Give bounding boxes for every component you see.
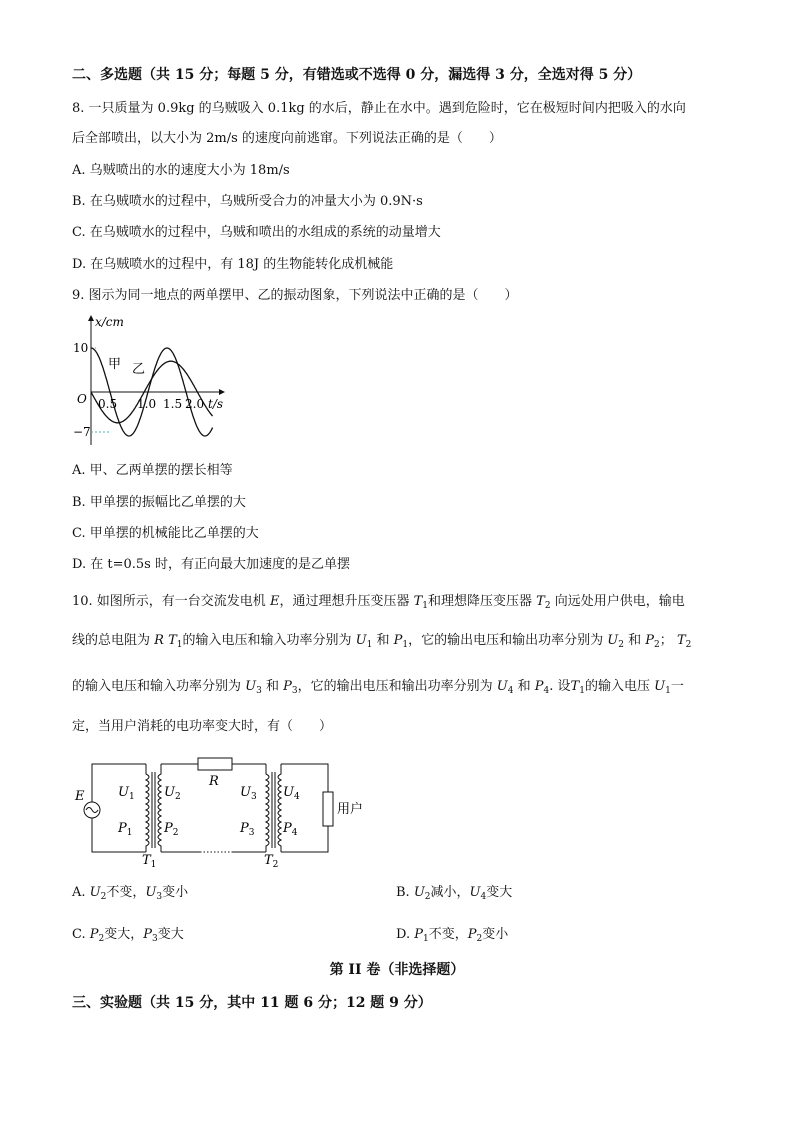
- q10-resistor-R: [198, 758, 232, 770]
- q9-option-b: B. 甲单摆的振幅比乙单摆的大: [72, 495, 246, 510]
- q10-label-E: E: [75, 789, 85, 804]
- q10-t1-secondary-coil: [158, 764, 161, 852]
- q10-label-P3: $P_3$: [240, 821, 255, 838]
- q10-label-P4: $P_4$: [283, 821, 298, 838]
- q8-option-d: D. 在乌贼喷水的过程中，有 18J 的生物能转化成机械能: [72, 257, 394, 272]
- q9-label-jia: 甲: [108, 357, 122, 372]
- section-3-heading: 三、实验题（共 15 分，其中 11 题 6 分；12 题 9 分）: [72, 995, 432, 1011]
- q10-label-P1: $P_1$: [118, 821, 133, 838]
- q8-option-a: A. 乌贼喷出的水的速度大小为 18m/s: [72, 163, 290, 178]
- q9-stem: 9. 图示为同一地点的两单摆甲、乙的振动图象，下列说法中正确的是（ ）: [72, 288, 518, 303]
- q10-t1-primary-coil: [146, 764, 149, 852]
- q10-load: [323, 792, 333, 826]
- q10-stem-line1: 10. 如图所示，有一台交流发电机 E，通过理想升压变压器 $T_1$和理想降压变压器 $T_2$ 向远处用户供电，输电: [72, 594, 685, 611]
- q9-y-axis-label: x/cm: [95, 315, 124, 329]
- q10-label-U4: $U_4$: [283, 785, 300, 802]
- q10-label-load: 用户: [337, 802, 364, 817]
- q9-y-tick-neg7: −7: [73, 425, 91, 439]
- q10-t2-primary-coil: [266, 764, 269, 852]
- q10-circuit-diagram: [70, 752, 380, 870]
- q9-y-tick-10: 10: [73, 341, 89, 355]
- q9-oscillation-graph: [66, 310, 236, 450]
- q10-label-U3: $U_3$: [240, 785, 257, 802]
- q10-label-U1: $U_1$: [118, 785, 135, 802]
- q10-label-R: R: [209, 774, 219, 789]
- q9-origin-label: O: [77, 392, 87, 406]
- q10-option-a: A. $U_2$不变，$U_3$变小: [72, 885, 189, 902]
- q8-stem-line1: 8. 一只质量为 0.9kg 的乌贼吸入 0.1kg 的水后，静止在水中。遇到危险时，它在极短时间内把吸入的水向: [72, 101, 686, 116]
- q8-stem-line2: 后全部喷出，以大小为 2m/s 的速度向前逃窜。下列说法正确的是（ ）: [72, 131, 502, 146]
- q10-option-b: B. $U_2$减小，$U_4$变大: [396, 885, 513, 902]
- part-2-title: 第 II 卷（非选择题）: [329, 962, 465, 978]
- q9-label-yi: 乙: [132, 362, 146, 377]
- q9-x-tick-1-5: 1.5: [163, 397, 183, 411]
- q10-label-U2: $U_2$: [164, 785, 181, 802]
- q10-stem-line4: 定，当用户消耗的电功率变大时，有（ ）: [72, 719, 333, 734]
- q10-option-d: D. $P_1$不变，$P_2$变小: [396, 927, 509, 944]
- q9-option-c: C. 甲单摆的机械能比乙单摆的大: [72, 526, 259, 541]
- q10-option-c: C. $P_2$变大，$P_3$变大: [72, 927, 184, 944]
- q10-t2-secondary-coil: [278, 764, 281, 852]
- q9-option-a: A. 甲、乙两单摆的摆长相等: [72, 463, 233, 478]
- q8-option-b: B. 在乌贼喷水的过程中，乌贼所受合力的冲量大小为 0.9N·s: [72, 194, 423, 209]
- q9-x-tick-0-5: 0.5: [98, 397, 118, 411]
- q8-option-c: C. 在乌贼喷水的过程中，乌贼和喷出的水组成的系统的动量增大: [72, 225, 441, 240]
- q10-stem-line3: 的输入电压和输入功率分别为 $U_3$ 和 $P_3$，它的输出电压和输出功率分别为 $U_4$ 和 $P_4$. 设$T_1$的输入电压 $U_1$一: [72, 679, 684, 696]
- q9-x-axis-label: t/s: [208, 397, 224, 411]
- q10-label-P2: $P_2$: [164, 821, 179, 838]
- q9-option-d: D. 在 t=0.5s 时，有正向最大加速度的是乙单摆: [72, 557, 350, 572]
- section-2-heading: 二、多选题（共 15 分；每题 5 分，有错选或不选得 0 分，漏选得 3 分，全选对得 5 分）: [72, 67, 642, 83]
- q9-x-tick-1-0: 1.0: [137, 397, 157, 411]
- q9-x-tick-2-0: 2.0: [185, 397, 205, 411]
- q10-label-T1: $T_1$: [142, 853, 157, 870]
- q10-label-T2: $T_2$: [264, 853, 279, 870]
- q10-stem-line2: 线的总电阻为 R $T_1$的输入电压和输入功率分别为 $U_1$ 和 $P_1$，它的输出电压和输出功率分别为 $U_2$ 和 $P_2$； $T_2$: [72, 633, 692, 650]
- q10-load-loop-wire: [281, 764, 328, 852]
